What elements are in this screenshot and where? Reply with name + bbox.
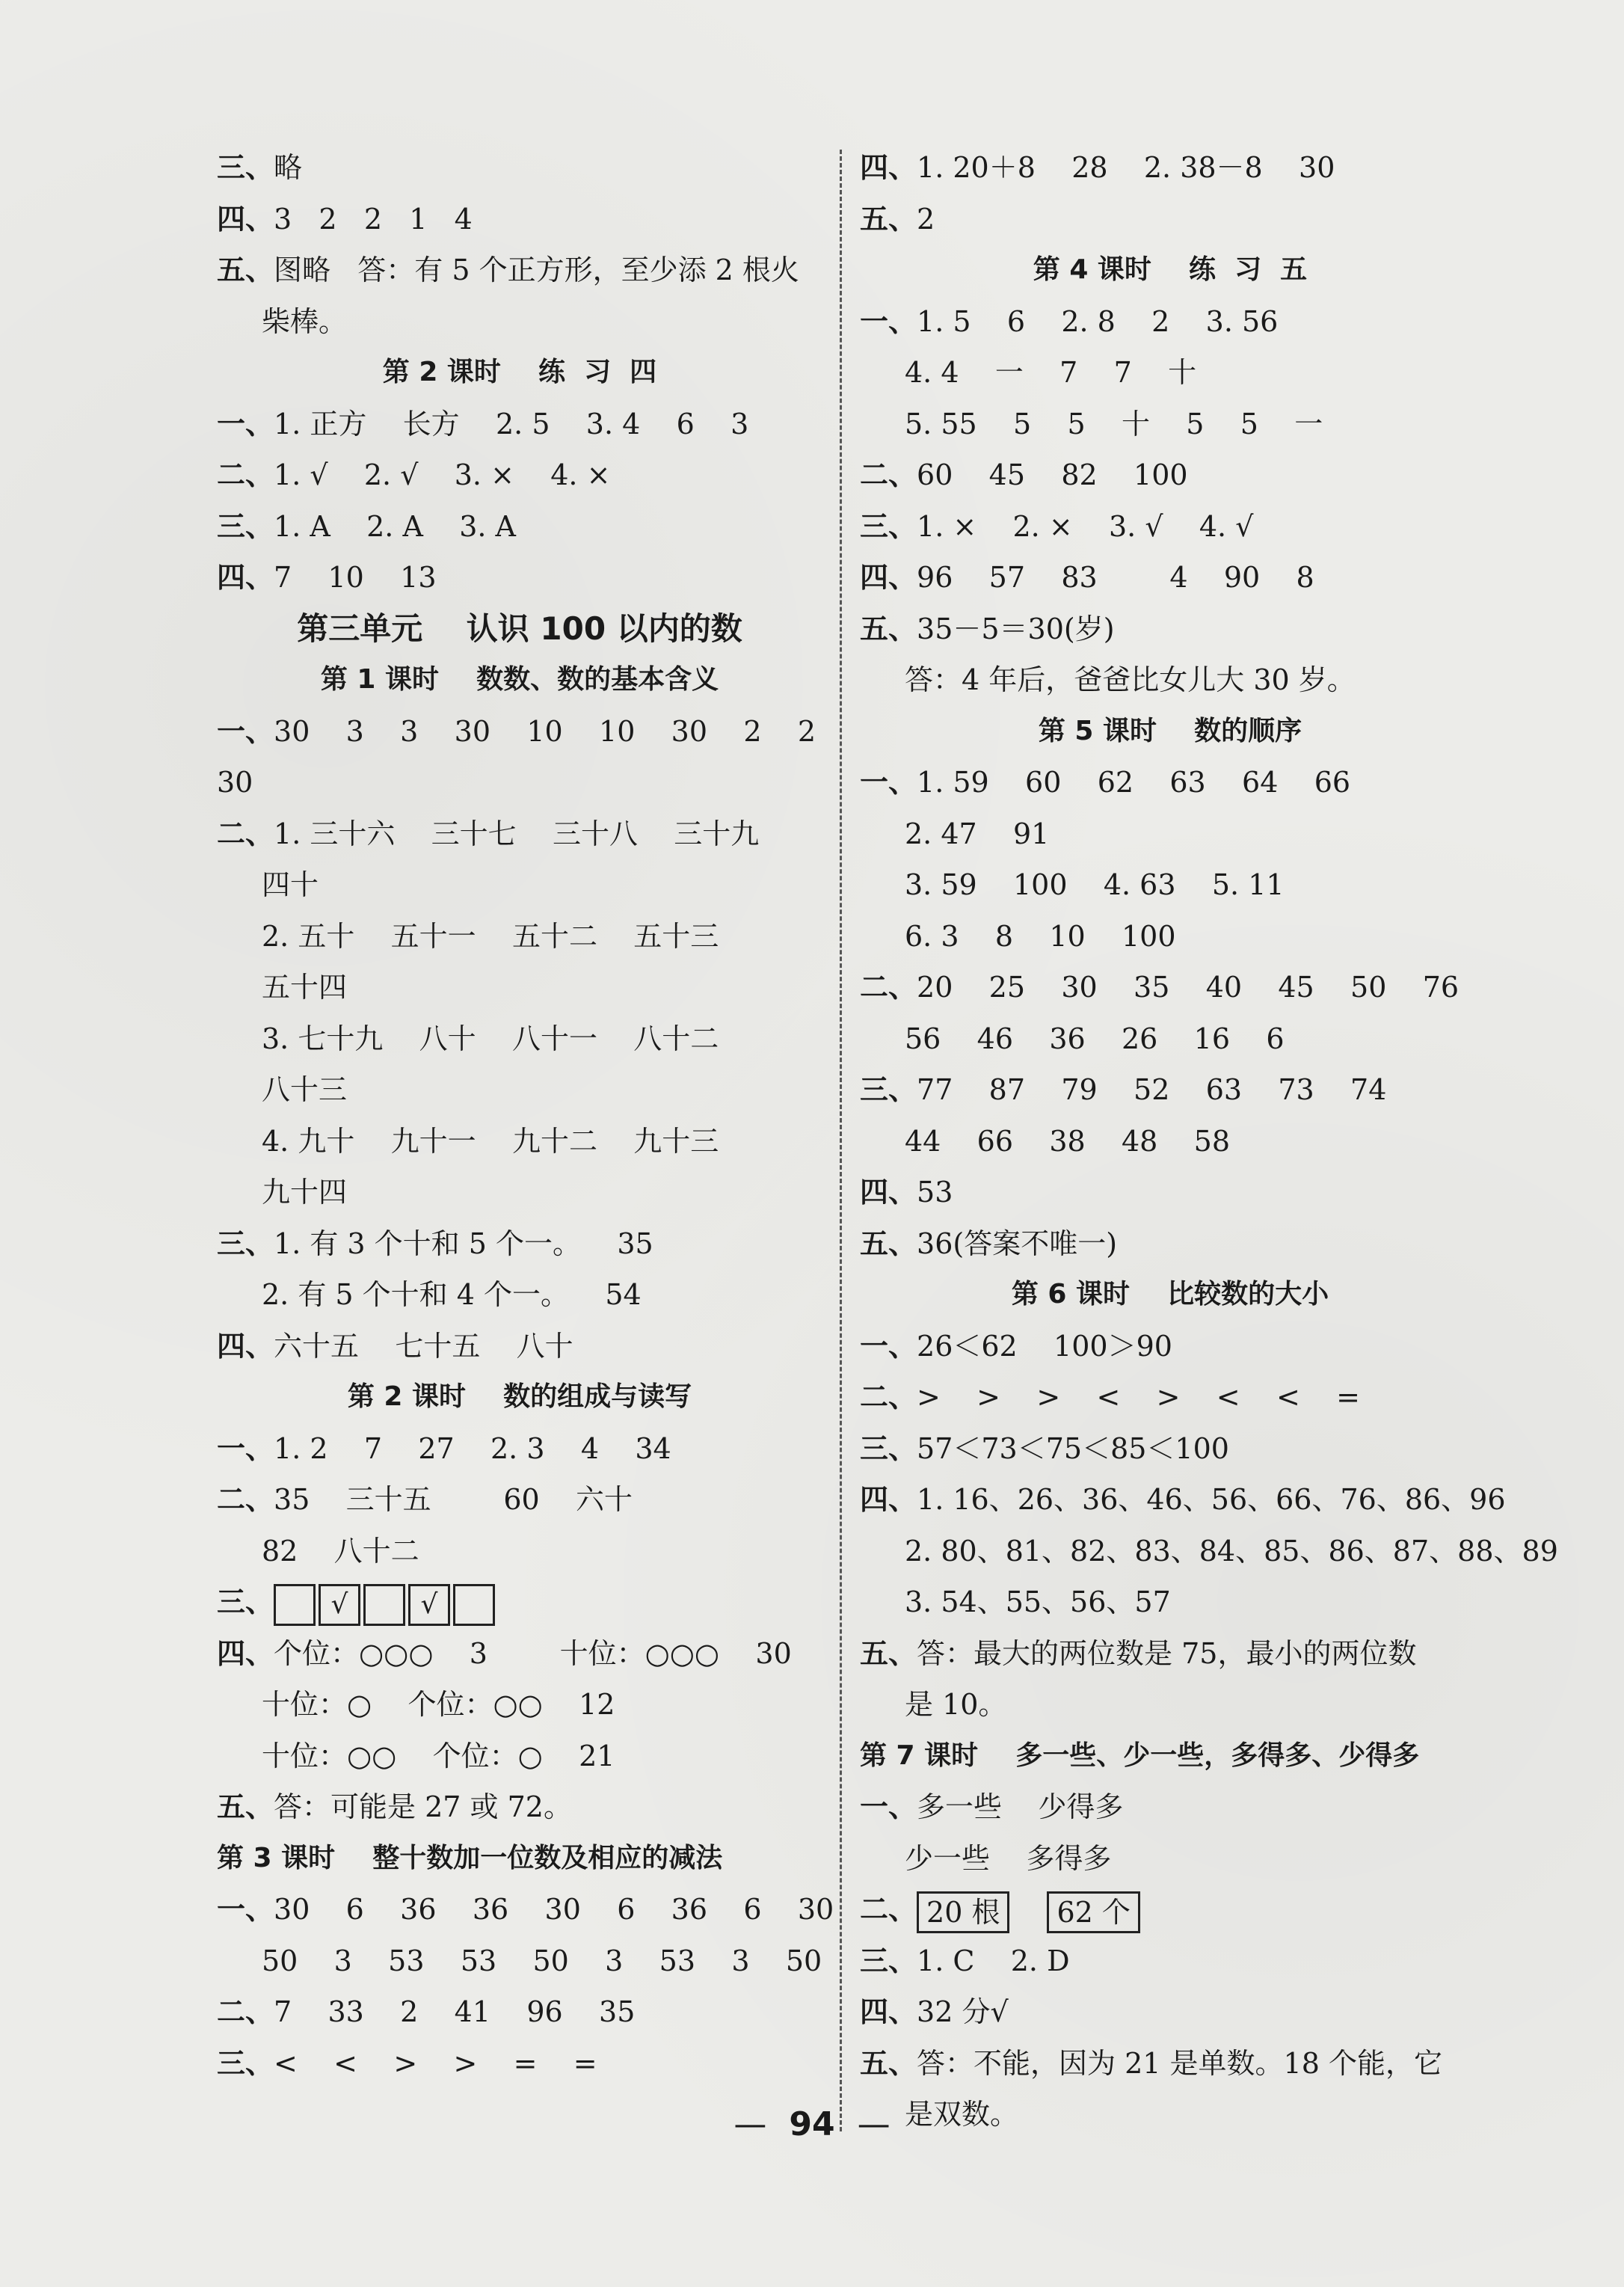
answer-line <box>217 142 822 194</box>
question-label: 二、 <box>860 458 917 491</box>
answer-text: 答：最大的两位数是 75，最小的两位数 <box>917 1636 1417 1670</box>
answer-text: 57＜73＜75＜85＜100 <box>917 1431 1229 1465</box>
answer-text: 53 <box>917 1176 953 1209</box>
answer-line <box>217 1423 822 1475</box>
answer-line <box>860 449 1480 501</box>
answer-text: 2 <box>917 202 935 236</box>
answer-text: 答：可能是 27 或 72。 <box>274 1790 572 1823</box>
question-label: 五、 <box>217 1790 274 1823</box>
answer-text: 六十五 七十五 八十 <box>274 1329 573 1363</box>
answer-text: > > > < > < < = <box>917 1381 1360 1413</box>
answer-line <box>217 1577 822 1628</box>
answer-line <box>860 1167 1480 1218</box>
answer-line <box>217 245 822 296</box>
answer-line <box>860 962 1480 1013</box>
answer-line <box>860 296 1480 348</box>
boxed-answer: 20 根 <box>917 1891 1009 1933</box>
answer-text: 略 <box>274 151 303 184</box>
question-label: 一、 <box>217 407 274 440</box>
answer-text: 1. 有 3 个十和 5 个一。 35 <box>274 1227 653 1260</box>
answer-text: 36(答案不唯一) <box>917 1227 1118 1260</box>
question-label: 五、 <box>860 202 917 236</box>
answer-text: 77 87 79 52 63 73 74 <box>917 1073 1387 1106</box>
question-label: 五、 <box>860 1227 917 1260</box>
page-number: 94 <box>789 2105 835 2143</box>
answer-line <box>860 604 1480 655</box>
answer-text: 1. 20＋8 28 2. 38－8 30 <box>917 151 1335 184</box>
answer-line: 50 3 53 53 50 3 53 3 50 <box>262 1944 822 1977</box>
answer-text: < < > > = = <box>274 2046 597 2080</box>
page-number-dash-left: — <box>733 2105 767 2143</box>
answer-text: 1. 正方 长方 2. 5 3. 4 6 3 <box>274 407 749 440</box>
answer-text: 35－5＝30(岁) <box>917 612 1115 645</box>
answer-line <box>860 1321 1480 1372</box>
answer-box: √ <box>408 1584 450 1626</box>
question-label: 四、 <box>217 1636 274 1670</box>
answer-line: 少一些 多得多 <box>905 1841 1112 1875</box>
lesson-heading: 第 5 课时 数的顺序 <box>1038 715 1302 746</box>
answer-text: 多一些 少得多 <box>917 1790 1124 1823</box>
boxed-answer: 62 个 <box>1047 1891 1139 1933</box>
answer-line: 柴棒。 <box>262 304 348 338</box>
lesson-heading: 第 1 课时 数数、数的基本含义 <box>320 664 719 695</box>
answer-line: 四十 <box>262 868 319 901</box>
answer-text: 3 2 2 1 4 <box>274 202 473 236</box>
left-column <box>217 142 834 2089</box>
answer-line <box>860 194 1480 245</box>
answer-line: 3. 七十九 八十 八十一 八十二 <box>262 1022 719 1055</box>
answer-line <box>860 1064 1480 1116</box>
answer-line <box>860 142 1480 194</box>
question-label: 四、 <box>860 561 917 594</box>
answer-line: 是 10。 <box>905 1688 1007 1721</box>
answer-text: 35 三十五 60 六十 <box>274 1483 633 1516</box>
lesson-heading: 第 2 课时 练 习 四 <box>382 357 657 387</box>
answer-line <box>217 1628 822 1680</box>
lesson-heading: 第 3 课时 整十数加一位数及相应的减法 <box>217 1842 723 1873</box>
answer-text: 1. 2 7 27 2. 3 4 34 <box>274 1431 671 1465</box>
answer-line: 4. 4 一 7 7 十 <box>905 356 1197 389</box>
answer-line: 2. 有 5 个十和 4 个一。 54 <box>262 1278 642 1311</box>
answer-line <box>860 1372 1480 1423</box>
question-label: 三、 <box>860 509 917 543</box>
answer-line <box>217 1781 822 1833</box>
answer-line <box>217 1474 822 1526</box>
answer-text: 30 3 3 30 10 10 30 2 2 <box>274 714 816 748</box>
answer-line <box>217 1321 822 1372</box>
answer-line: 九十四 <box>262 1176 348 1209</box>
answer-text: 26＜62 100＞90 <box>917 1329 1172 1363</box>
answer-box <box>363 1584 405 1626</box>
answer-line: 56 46 36 26 16 6 <box>905 1022 1285 1055</box>
question-label: 四、 <box>860 151 917 184</box>
question-label: 三、 <box>217 1227 274 1260</box>
answer-line <box>217 552 822 604</box>
question-label: 一、 <box>217 1893 274 1926</box>
answer-line <box>860 1423 1480 1475</box>
answer-text: 1. √ 2. √ 3. × 4. × <box>274 458 611 491</box>
answer-line: 3. 59 100 4. 63 5. 11 <box>905 868 1285 901</box>
question-label: 一、 <box>217 1431 274 1465</box>
answer-line <box>217 194 822 245</box>
question-label: 四、 <box>860 1483 917 1516</box>
answer-text: 60 45 82 100 <box>917 458 1188 491</box>
answer-box <box>453 1584 495 1626</box>
lesson-heading: 第 2 课时 数的组成与读写 <box>347 1381 692 1412</box>
question-label: 一、 <box>860 304 917 338</box>
answer-line <box>217 1218 822 1270</box>
answer-line <box>860 1781 1480 1833</box>
answer-line <box>860 1218 1480 1270</box>
answer-box <box>274 1584 316 1626</box>
answer-line <box>860 501 1480 553</box>
answer-line: 十位：○ 个位：○○ 12 <box>262 1688 615 1721</box>
answer-text: 1. × 2. × 3. √ 4. √ <box>917 509 1254 543</box>
answer-line <box>860 1884 1480 1935</box>
page-number-footer <box>0 2105 1624 2143</box>
answer-line <box>860 1474 1506 1526</box>
answer-text: 1. 59 60 62 63 64 66 <box>917 766 1351 799</box>
answer-line <box>217 757 822 808</box>
answer-line: 八十三 <box>262 1073 348 1106</box>
question-label: 二、 <box>217 1483 274 1516</box>
answer-line: 2. 五十 五十一 五十二 五十三 <box>262 919 719 953</box>
answer-line: 五十四 <box>262 971 348 1004</box>
lesson-heading: 第 7 课时 多一些、少一些，多得多、少得多 <box>860 1740 1420 1771</box>
question-label: 四、 <box>217 1329 274 1363</box>
answer-text: 7 33 2 41 96 35 <box>274 1995 636 2028</box>
answer-line: 6. 3 8 10 100 <box>905 919 1176 953</box>
right-column <box>860 142 1558 2140</box>
answer-line: 5. 55 5 5 十 5 5 一 <box>905 407 1323 440</box>
answer-line <box>217 449 822 501</box>
answer-line <box>217 1884 834 1935</box>
question-label: 四、 <box>860 1176 917 1209</box>
answer-text: 32 分√ <box>917 1995 1009 2028</box>
question-label: 四、 <box>217 202 274 236</box>
answer-line: 十位：○○ 个位：○ 21 <box>262 1739 615 1772</box>
answer-line: 44 66 38 48 58 <box>905 1124 1231 1158</box>
answer-line: 82 八十二 <box>262 1534 419 1568</box>
answer-line <box>217 1986 822 2038</box>
lesson-heading: 第 6 课时 比较数的大小 <box>1011 1279 1329 1310</box>
answer-line <box>217 399 822 450</box>
answer-line <box>860 757 1480 808</box>
answer-line <box>860 2038 1480 2090</box>
answer-line <box>860 1935 1480 1987</box>
question-label: 四、 <box>860 1995 917 2028</box>
column-divider <box>840 150 842 2131</box>
answer-text: 1. 5 6 2. 8 2 3. 56 <box>917 304 1279 338</box>
answer-text: 个位：○○○ 3 十位：○○○ 30 <box>274 1636 792 1670</box>
answer-text: 20 25 30 35 40 45 50 76 <box>917 971 1460 1004</box>
question-label: 四、 <box>217 561 274 594</box>
question-label: 三、 <box>217 2046 274 2080</box>
question-label: 三、 <box>217 151 274 184</box>
answer-text: 1. 16、26、36、46、56、66、76、86、96 <box>917 1483 1506 1516</box>
answer-text: 96 57 83 4 90 8 <box>917 561 1314 594</box>
question-label: 二、 <box>860 971 917 1004</box>
answer-line <box>217 501 822 553</box>
question-label: 一、 <box>860 1329 917 1363</box>
answer-text: 1. C 2. D <box>917 1944 1070 1977</box>
answer-line: 答：4 年后，爸爸比女儿大 30 岁。 <box>905 663 1356 696</box>
question-label: 二、 <box>217 458 274 491</box>
answer-line: 2. 47 91 <box>905 817 1050 850</box>
question-label: 三、 <box>860 1073 917 1106</box>
answer-line <box>217 808 822 860</box>
answer-text: 30 <box>217 766 253 799</box>
answer-text: 图略 答：有 5 个正方形，至少添 2 根火 <box>274 254 799 286</box>
answer-line: 3. 54、55、56、57 <box>905 1585 1171 1618</box>
question-label: 三、 <box>217 509 274 543</box>
question-label: 五、 <box>860 2046 917 2080</box>
answer-box: √ <box>319 1584 360 1626</box>
answer-line <box>860 1986 1480 2038</box>
question-label: 二、 <box>860 1381 917 1413</box>
question-label: 一、 <box>217 714 274 748</box>
question-label: 三、 <box>217 1585 274 1618</box>
question-label: 二、 <box>217 817 274 850</box>
question-label: 一、 <box>860 1790 917 1823</box>
answer-line <box>217 706 822 758</box>
answer-line <box>860 1628 1480 1680</box>
answer-line <box>217 2038 822 2090</box>
question-label: 一、 <box>860 766 917 799</box>
question-label: 五、 <box>217 254 274 286</box>
unit-heading: 第三单元 认识 100 以内的数 <box>297 610 742 647</box>
answer-line: 是双数。 <box>905 2098 1019 2131</box>
answer-text: 7 10 13 <box>274 561 437 594</box>
question-label: 三、 <box>860 1944 917 1977</box>
answer-text: 1. A 2. A 3. A <box>274 509 516 543</box>
page-number-dash-right: — <box>857 2105 891 2143</box>
question-label: 五、 <box>860 612 917 645</box>
answer-line <box>860 552 1480 604</box>
answer-text: 30 6 36 36 30 6 36 6 30 <box>274 1893 834 1926</box>
answer-line: 2. 80、81、82、83、84、85、86、87、88、89 <box>905 1534 1558 1568</box>
question-label: 五、 <box>860 1636 917 1670</box>
answer-line: 4. 九十 九十一 九十二 九十三 <box>262 1124 719 1158</box>
question-label: 二、 <box>860 1893 917 1926</box>
question-label: 二、 <box>217 1995 274 2028</box>
question-label: 三、 <box>860 1431 917 1465</box>
answer-text: 答：不能，因为 21 是单数。18 个能，它 <box>917 2046 1442 2080</box>
lesson-heading: 第 4 课时 练 习 五 <box>1033 254 1308 285</box>
answer-text: 1. 三十六 三十七 三十八 三十九 <box>274 817 760 850</box>
